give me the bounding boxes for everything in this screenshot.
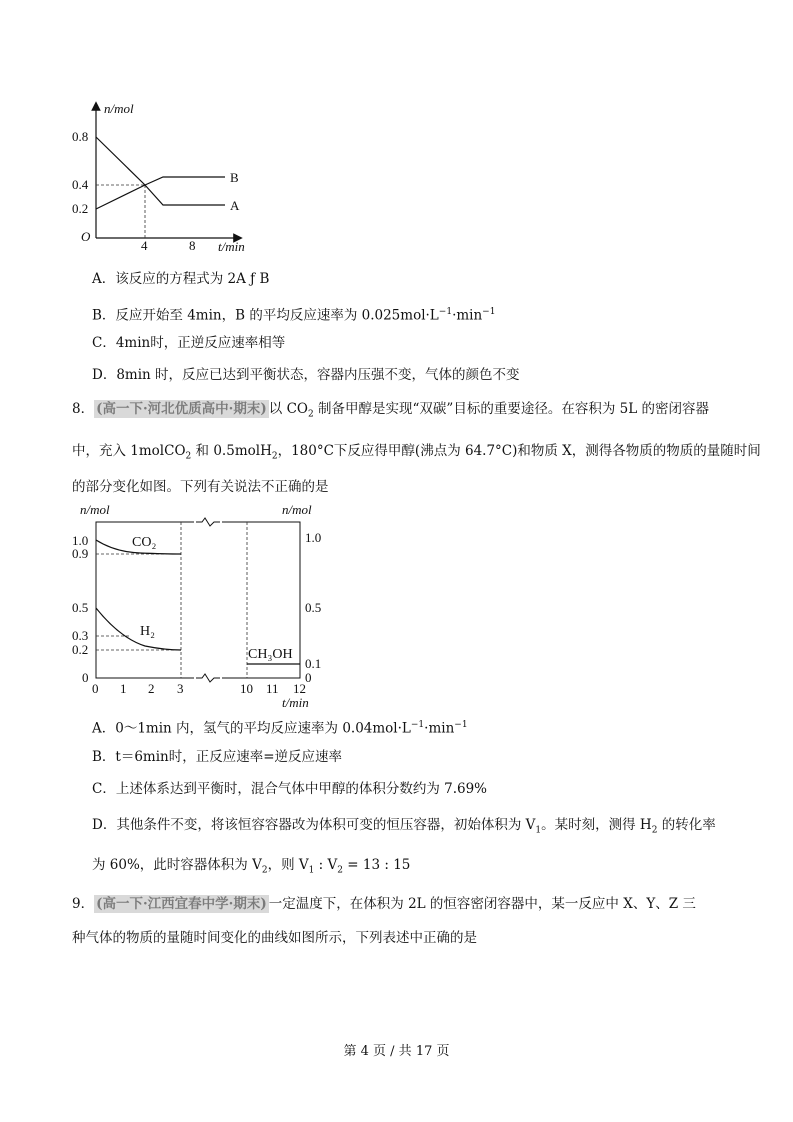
q8-stem-line3: 的部分变化如图。下列有关说法不正确的是 — [72, 479, 329, 495]
chart1-ylabel: n/mol — [104, 101, 134, 116]
chart2-ltick-0.9: 0.9 — [72, 546, 89, 561]
chart2-xlabel: t/min — [282, 695, 309, 710]
q8-option-d-b: 。某时刻，测得 H — [541, 817, 652, 833]
chart2-ltick-0: 0 — [82, 670, 89, 685]
q7-option-c: C．4min时，正逆反应速率相等 — [92, 335, 286, 351]
chart-1-n-vs-t — [70, 98, 270, 258]
page-footer: 第 4 页 / 共 17 页 — [343, 1044, 450, 1059]
chart1-label-b: B — [230, 170, 239, 185]
q7-option-a: A．该反应的方程式为 2A ƒ B — [92, 271, 270, 287]
q8-option-d-sub2: 2 — [651, 825, 658, 836]
q9-stem-line2: 种气体的物质的量随时间变化的曲线如图所示，下列表述中正确的是 — [72, 930, 477, 946]
q7-option-b-sup2: −1 — [482, 307, 496, 317]
q9-stem-line1 — [72, 895, 696, 913]
chart2-rtick-1.0: 1.0 — [305, 530, 322, 545]
q7-option-b — [92, 303, 495, 325]
q8-option-d2-sub2: 1 — [308, 865, 315, 876]
chart2-ylabel-right: n/mol — [282, 502, 312, 517]
chart1-ytick-0.4: 0.4 — [72, 177, 89, 192]
q8-number: 8． — [72, 401, 95, 417]
chart2-ltick-0.3: 0.3 — [72, 628, 89, 643]
q7-option-b-mid: ·min — [452, 307, 483, 324]
q8-option-a — [92, 716, 468, 738]
chart2-ltick-0.5: 0.5 — [72, 600, 89, 615]
chart2-ltick-0.2: 0.2 — [72, 642, 89, 657]
chart1-series-b — [96, 177, 225, 209]
q7-option-b-text: B．反应开始至 4min，B 的平均反应速率为 0.025mol·L — [92, 307, 439, 324]
q8-option-c: C．上述体系达到平衡时，混合气体中甲醇的体积分数约为 7.69% — [92, 781, 488, 797]
q8-line2-c: ，180°C下反应得甲醇(沸点为 64.7°C)和物质 X，测得各物质的物质的量随时间 — [277, 443, 761, 459]
q7-option-b-sup1: −1 — [438, 307, 453, 317]
q8-source-tag: (高一下·河北优质高中·期末) — [96, 401, 267, 417]
q8-option-d-sub1: 1 — [535, 825, 542, 836]
chart2-label-h2: H₂ — [140, 624, 155, 639]
chart2-label-ch3oh: CH₃OH — [248, 647, 293, 662]
q8-stem-line1 — [72, 400, 709, 424]
q8-line2-sub2: 2 — [271, 451, 278, 462]
q8-option-d2-b: ，则 V — [267, 857, 309, 873]
chart2-label-co2: CO₂ — [132, 535, 157, 550]
q7-option-d: D．8min 时，反应已达到平衡状态，容器内压强不变，气体的颜色不变 — [92, 367, 520, 383]
q8-option-a-text: A．0～1min 内，氢气的平均反应速率为 0.04mol·L — [92, 720, 411, 737]
chart2-rtick-0.5: 0.5 — [305, 600, 322, 615]
chart1-xtick-4: 4 — [141, 238, 148, 253]
q8-line1-sub: 2 — [307, 409, 314, 420]
q8-option-a-sup1: −1 — [410, 720, 425, 730]
q9-source-tag: (高一下·江西宜春中学·期末) — [96, 896, 267, 912]
chart2-xtick-3: 3 — [177, 681, 184, 696]
q8-line1-b: 制备甲醇是实现“双碳”目标的重要途径。在容积为 5L 的密闭容器 — [313, 401, 709, 417]
chart1-ytick-0.2: 0.2 — [72, 201, 89, 216]
chart2-rtick-0: 0 — [305, 670, 312, 685]
chart-2-n-vs-t — [70, 500, 330, 710]
q8-line1-a: 以 CO — [268, 401, 308, 417]
q8-option-d2-a: 为 60%，此时容器体积为 V — [92, 857, 262, 873]
chart2-xtick-11: 11 — [266, 681, 279, 696]
q8-option-d2-c: : V — [314, 857, 338, 873]
chart2-xtick-10: 10 — [240, 681, 253, 696]
q8-line2-b: 和 0.5molH — [191, 443, 272, 459]
chart1-label-a: A — [230, 198, 240, 213]
chart1-ytick-0.8: 0.8 — [72, 129, 89, 144]
q8-option-d-line1 — [92, 816, 716, 840]
q8-line2-a: 中，充入 1molCO — [72, 443, 186, 459]
q8-option-a-sup2: −1 — [454, 720, 468, 730]
chart1-origin: O — [81, 229, 91, 244]
chart1-xtick-8: 8 — [189, 238, 196, 253]
q8-stem-line2 — [72, 442, 761, 466]
chart1-xlabel: t/min — [218, 239, 245, 254]
q8-option-b: B．t＝6min时，正反应速率=逆反应速率 — [92, 749, 343, 765]
chart2-ylabel-left: n/mol — [80, 502, 110, 517]
chart2-rtick-0.1: 0.1 — [305, 656, 322, 671]
chart2-xtick-12: 12 — [293, 681, 306, 696]
chart1-series-a — [96, 137, 225, 205]
chart2-ltick-1.0: 1.0 — [72, 533, 89, 548]
q8-line2-sub1: 2 — [185, 451, 192, 462]
q8-option-d2-sub1: 2 — [261, 865, 268, 876]
q8-option-d2-d: = 13 : 15 — [342, 857, 411, 873]
q8-option-d-line2 — [92, 856, 410, 880]
q9-line1: 一定温度下，在体积为 2L 的恒容密闭容器中，某一反应中 X、Y、Z 三 — [268, 896, 696, 912]
q9-number: 9． — [72, 896, 95, 912]
chart2-curve-h2 — [96, 608, 181, 650]
chart2-xtick-1: 1 — [120, 681, 127, 696]
q8-option-a-mid: ·min — [424, 720, 455, 737]
q8-option-d-c: 的转化率 — [657, 817, 716, 833]
chart2-xtick-2: 2 — [148, 681, 155, 696]
q8-option-d2-sub3: 2 — [337, 865, 343, 876]
chart2-xtick-0: 0 — [92, 681, 99, 696]
q8-option-d-a: D．其他条件不变，将该恒容容器改为体积可变的恒压容器，初始体积为 V — [92, 817, 536, 833]
